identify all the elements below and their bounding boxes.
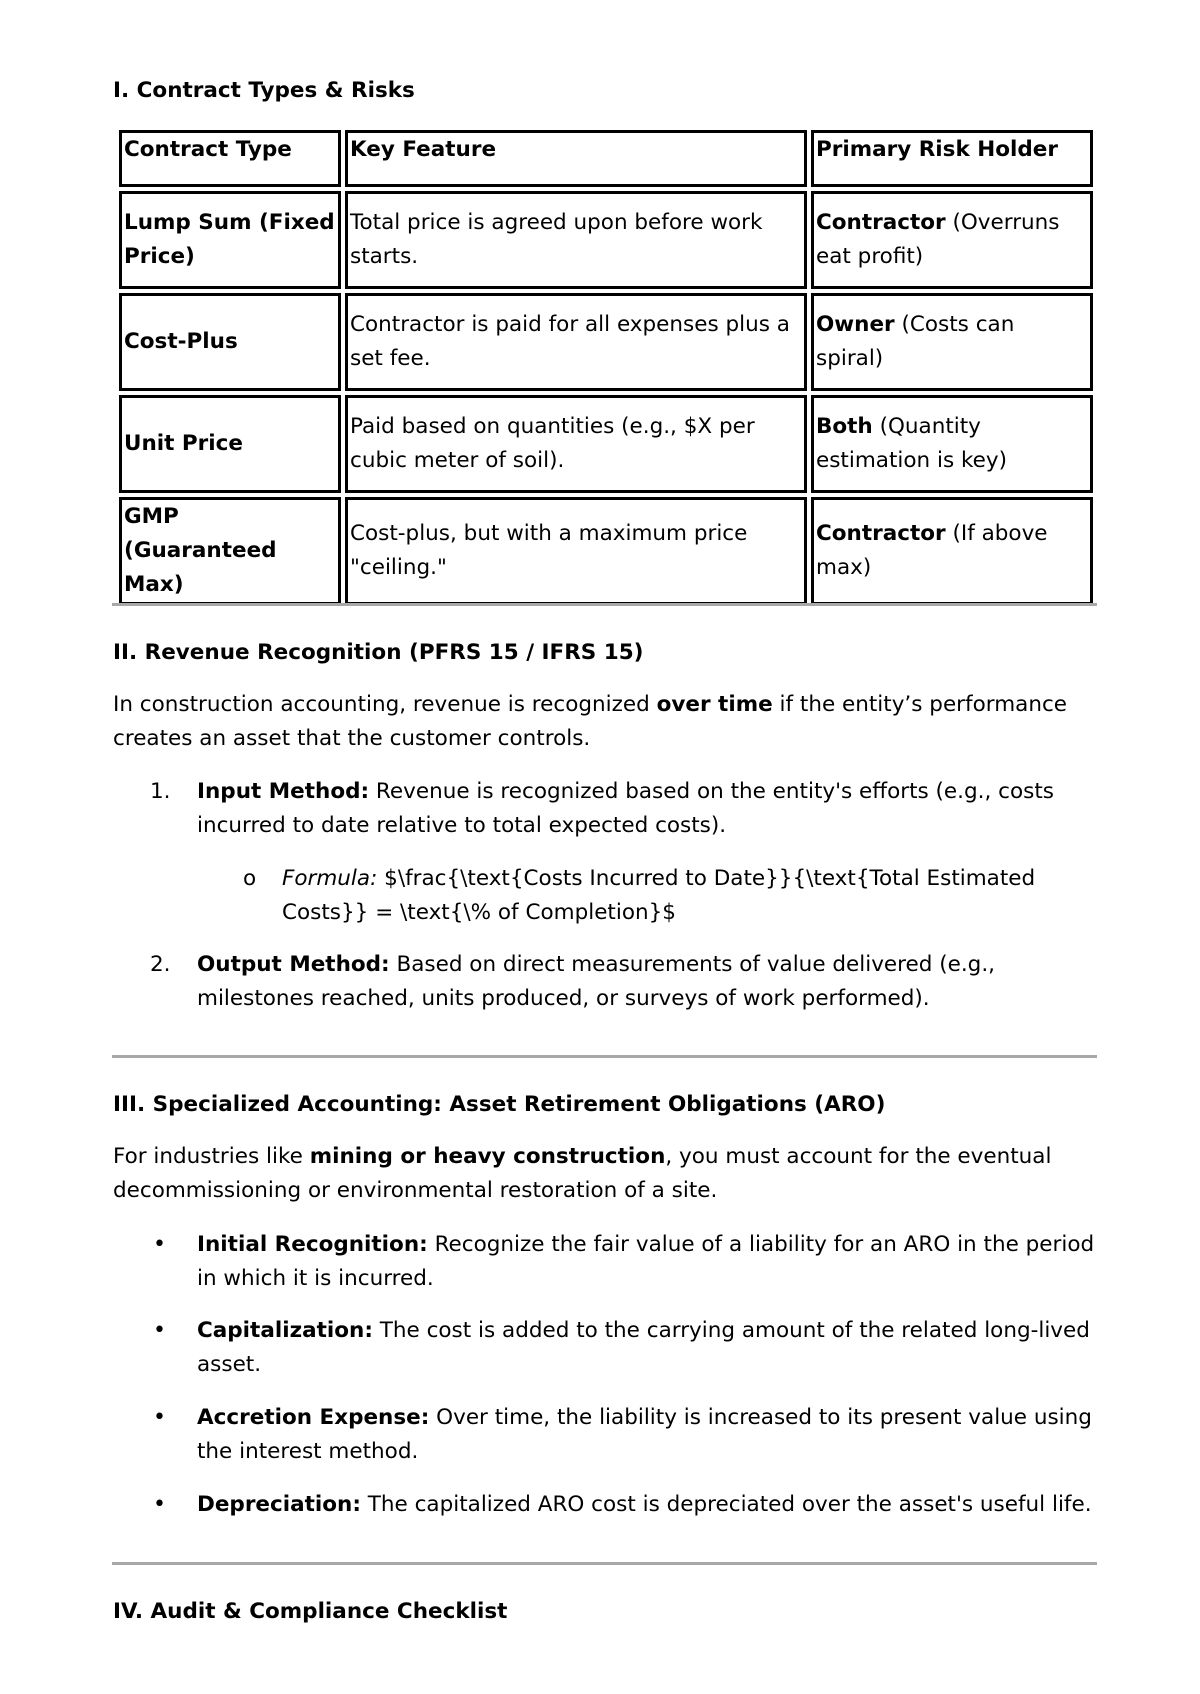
sub-bullet: o — [243, 866, 257, 891]
contract-type-cell: Unit Price — [119, 395, 341, 493]
header-primary-risk-holder: Primary Risk Holder — [811, 130, 1093, 187]
list-item-input-method — [197, 775, 1097, 843]
section-3-title: III. Specialized Accounting: Asset Retirement Obligations (ARO) — [113, 1092, 886, 1117]
key-feature-cell: Total price is agreed upon before work starts. — [345, 191, 807, 289]
list-item-label: Output Method: — [197, 952, 390, 977]
contract-types-table — [115, 126, 1097, 609]
table-row — [119, 293, 1093, 391]
contract-type-cell: Cost-Plus — [119, 293, 341, 391]
section-divider — [112, 1055, 1097, 1058]
risk-holder-name: Owner — [816, 312, 895, 337]
risk-holder-cell — [811, 191, 1093, 289]
list-item-text: Recognize the fair value of a liability for an ARO in the period in which it is incurred. — [197, 1232, 1095, 1291]
risk-holder-name: Both — [816, 414, 873, 439]
key-feature-cell: Cost-plus, but with a maximum price "ceiling." — [345, 497, 807, 605]
intro-text: For industries like — [113, 1144, 310, 1169]
risk-holder-note: (Costs can spiral) — [816, 312, 1015, 371]
formula-item — [282, 862, 1097, 930]
key-feature-cell: Paid based on quantities (e.g., $X per cubic meter of soil). — [345, 395, 807, 493]
list-item-text: The cost is added to the carrying amount of the related long-lived asset. — [197, 1318, 1090, 1377]
header-key-feature: Key Feature — [345, 130, 807, 187]
risk-holder-note: (If above max) — [816, 521, 1048, 580]
section-4-title: IV. Audit & Compliance Checklist — [113, 1599, 508, 1624]
list-item-text: The capitalized ARO cost is depreciated over the asset's useful life. — [360, 1492, 1092, 1517]
contract-type-cell: Lump Sum (Fixed Price) — [119, 191, 341, 289]
key-feature-cell: Contractor is paid for all expenses plus a set fee. — [345, 293, 807, 391]
list-item-text: Revenue is recognized based on the entity's efforts (e.g., costs incurred to date relative to total expected costs). — [197, 779, 1054, 838]
header-contract-type: Contract Type — [119, 130, 341, 187]
list-item-initial-recognition — [197, 1228, 1097, 1296]
list-item-depreciation — [197, 1488, 1097, 1522]
bullet-icon: • — [153, 1405, 166, 1430]
list-item-text: Over time, the liability is increased to its present value using the interest method. — [197, 1405, 1092, 1464]
table-row — [119, 497, 1093, 605]
table-header-row — [119, 130, 1093, 187]
intro-text: if the entity’s performance creates an asset that the customer controls. — [113, 692, 1067, 751]
risk-holder-name: Contractor — [816, 521, 946, 546]
section-1-title: I. Contract Types & Risks — [113, 78, 415, 103]
risk-holder-cell — [811, 395, 1093, 493]
list-item-output-method — [197, 948, 1097, 1016]
intro-emphasis: mining or heavy construction — [309, 1144, 666, 1169]
intro-text: In construction accounting, revenue is recognized — [113, 692, 657, 717]
list-item-label: Accretion Expense: — [197, 1405, 430, 1430]
list-number: 1. — [150, 779, 171, 804]
risk-holder-cell — [811, 497, 1093, 605]
formula-text: $\frac{\text{Costs Incurred to Date}}{\text{Total Estimated Costs}} = \text{\% of Completion}$ — [282, 866, 1036, 925]
risk-holder-note: (Quantity estimation is key) — [816, 414, 1008, 473]
contract-type-cell: GMP (Guaranteed Max) — [119, 497, 341, 605]
list-item-text: Based on direct measurements of value delivered (e.g., milestones reached, units produced, or surveys of work performed). — [197, 952, 995, 1011]
risk-holder-cell — [811, 293, 1093, 391]
intro-text: , you must account for the eventual decommissioning or environmental restoration of a site. — [113, 1144, 1052, 1203]
section-divider — [112, 1562, 1097, 1565]
aro-intro-paragraph — [113, 1140, 1093, 1208]
bullet-icon: • — [153, 1318, 166, 1343]
intro-emphasis: over time — [656, 692, 773, 717]
table-row — [119, 395, 1093, 493]
list-item-capitalization — [197, 1314, 1097, 1382]
risk-holder-note: (Overruns eat profit) — [816, 210, 1060, 269]
revenue-intro-paragraph — [113, 688, 1093, 756]
list-number: 2. — [150, 952, 171, 977]
list-item-label: Input Method: — [197, 779, 370, 804]
list-item-label: Depreciation: — [197, 1492, 361, 1517]
bullet-icon: • — [153, 1232, 166, 1257]
section-divider — [112, 603, 1097, 606]
list-item-label: Capitalization: — [197, 1318, 373, 1343]
table-row — [119, 191, 1093, 289]
risk-holder-name: Contractor — [816, 210, 946, 235]
formula-label: Formula: — [282, 866, 378, 891]
section-2-title: II. Revenue Recognition (PFRS 15 / IFRS 15) — [113, 640, 644, 665]
bullet-icon: • — [153, 1492, 166, 1517]
list-item-label: Initial Recognition: — [197, 1232, 428, 1257]
list-item-accretion-expense — [197, 1401, 1097, 1469]
